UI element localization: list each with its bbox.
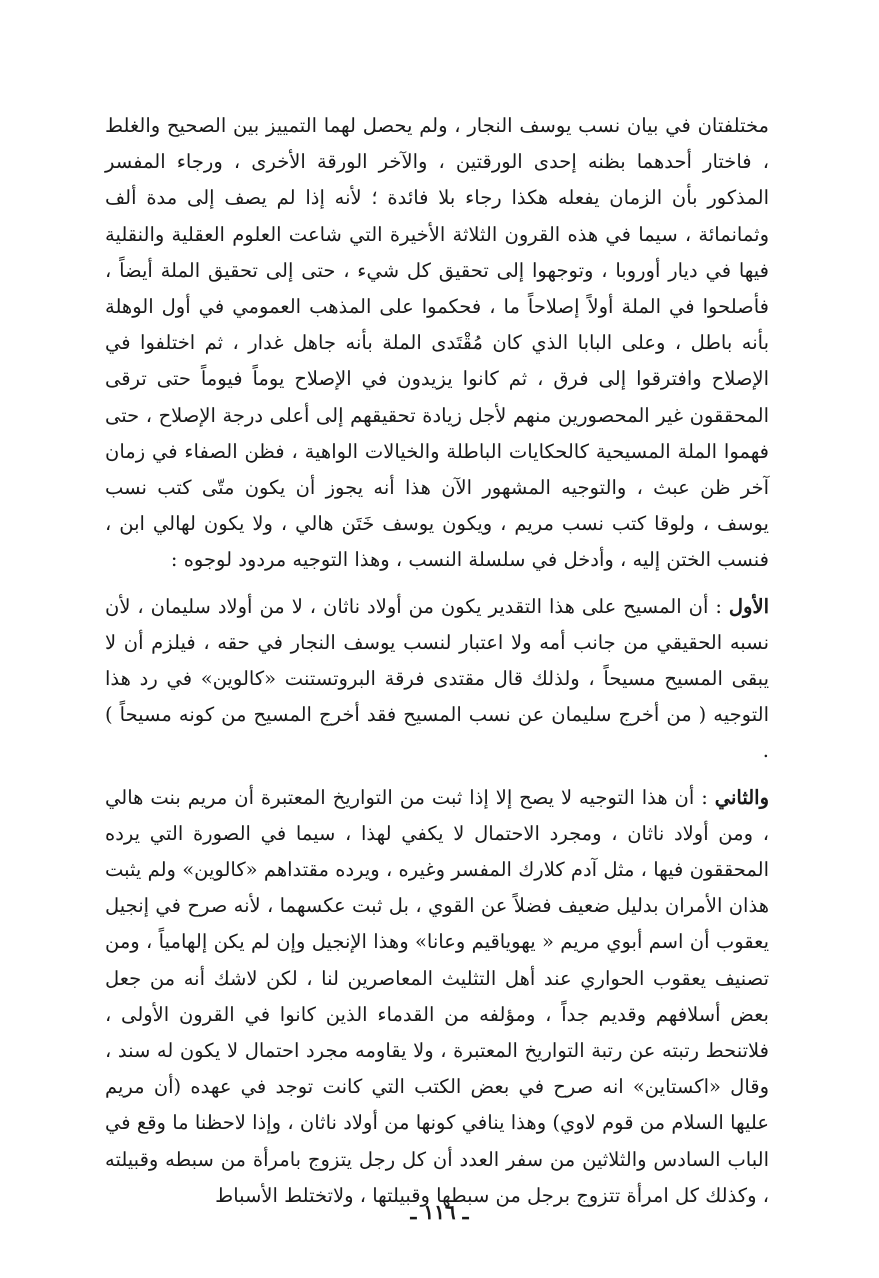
paragraph-3-text: : أن هذا التوجيه لا يصح إلا إذا ثبت من التواريخ المعتبرة أن مريم بنت هالي ، ومن أولاد ناثان ، ومجرد الاحتمال لا يكفي لهذا ، سيما في الصورة التي يرده المحققون فيها ، مثل آدم كلارك المفسر وغيره ، ويرده مقتداهم «كالوين» ولم يثبت هذان الأمران بدليل ضعيف فضلاً عن القوي ، بل ثبت عكسهما ، لأنه صرح في إنجيل يعقوب أن اسم أبوي مريم « يهوياقيم وعانا» وهذا الإنجيل وإن لم يكن إلهامياً ، ومن تصنيف يعقوب الحواري عند أهل التثليث المعاصرين لنا ، لكن لاشك أنه من جعل بعض أسلافهم وقديم جداً ، ومؤلفه من القدماء الذين كانوا في القرون الأولى ، فلاتنحط رتبته عن رتبة التواريخ المعتبرة ، ولا يقاومه مجرد احتمال لا يكون له سند ، وقال «اكستاين» انه صرح في بعض الكتب التي كانت توجد في عهده (أن مريم عليها السلام من قوم لاوي) وهذا ينافي كونها من أولاد ناثان ، وإذا لاحظنا ما وقع في الباب السادس والثلاثين من سفر العدد أن كل رجل يتزوج بامرأة من سبطه وقبيلته ، وكذلك كل امرأة تتزوج برجل من سبطها وقبيلتها ، ولاتختلط الأسباط (105, 785, 769, 1207)
paragraph-2-lead: الأول (728, 594, 769, 618)
paragraph-2-text: : أن المسيح على هذا التقدير يكون من أولاد ناثان ، لا من أولاد سليمان ، لأن نسبه الحقيقي من جانب أمه ولا اعتبار لنسب يوسف النجار في حقه ، فيلزم أن لا يبقى المسيح مسيحاً ، ولذلك قال مقتدى فرقة البروتستنت «كالوين» في رد هذا التوجيه ( من أخرج سليمان عن نسب المسيح فقد أخرج المسيح من كونه مسيحاً ) . (105, 594, 769, 763)
paragraph-3 (105, 780, 769, 1214)
paragraph-1 (105, 108, 769, 579)
body-text (105, 108, 769, 1214)
page-number: ـ ١١٦ ـ (410, 1200, 469, 1224)
paragraph-1-text: مختلفتان في بيان نسب يوسف النجار ، ولم يحصل لهما التمييز بين الصحيح والغلط ، فاختار أحدهما بظنه إحدى الورقتين ، والآخر الورقة الأخرى ، ورجاء المفسر المذكور بأن الزمان يفعله هكذا رجاء بلا فائدة ؛ لأنه إذا لم يصف إلى مدة ألف وثمانمائة ، سيما في هذه القرون الثلاثة الأخيرة التي شاعت العلوم العقلية والنقلية فيها في ديار أوروبا ، وتوجهوا إلى تحقيق كل شيء ، حتى إلى تحقيق الملة أيضاً ، فأصلحوا في الملة أولاً إصلاحاً ما ، فحكموا على المذهب العمومي في أول الوهلة بأنه باطل ، وعلى البابا الذي كان مُقْتَدى الملة بأنه جاهل غدار ، ثم اختلفوا في الإصلاح وافترقوا إلى فرق ، ثم كانوا يزيدون في الإصلاح يوماً فيوماً حتى ترقى المحققون غير المحصورين منهم لأجل زيادة تحقيقهم إلى أعلى درجة الإصلاح ، حتى فهموا الملة المسيحية كالحكايات الباطلة والخيالات الواهية ، فظن الصفاء في زمان آخر ظن عبث ، والتوجيه المشهور الآن هذا أنه يجوز أن يكون متّى كتب نسب يوسف ، ولوقا كتب نسب مريم ، ويكون يوسف خَتَن هالي ، ولا يكون لهالي ابن ، فنسب الختن إليه ، وأدخل في سلسلة النسب ، وهذا التوجيه مردود لوجوه : (105, 114, 769, 572)
paragraph-3-lead: والثاني (714, 785, 769, 809)
paragraph-2 (105, 589, 769, 770)
